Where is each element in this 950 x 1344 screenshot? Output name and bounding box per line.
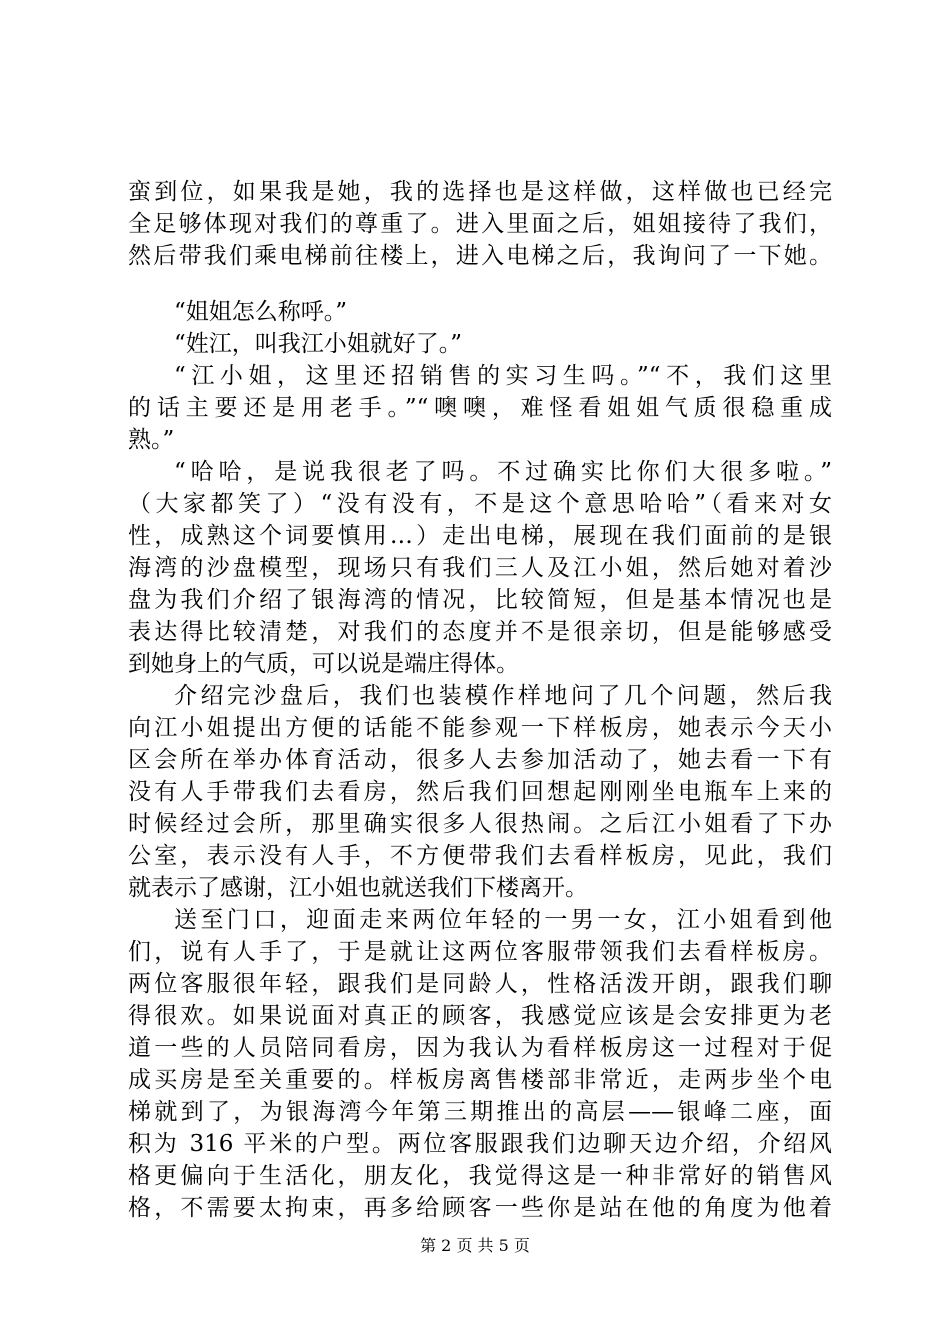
text-line-12: 海湾的沙盘模型，现场只有我们三人及江小姐，然后她对着沙 [128,555,832,581]
text-line-26: 得很欢。如果说面对真正的顾客，我感觉应该是会安排更为老 [128,1003,832,1029]
text-line-23: 送至门口，迎面走来两位年轻的一男一女，江小姐看到他 [174,907,832,933]
text-line-14: 表达得比较清楚，对我们的态度并不是很亲切，但是能够感受 [128,619,832,645]
text-line-4: “姐姐怎么称呼。” [174,299,348,325]
text-line-1: 蛮到位，如果我是她，我的选择也是这样做，这样做也已经完 [128,179,832,205]
text-line-6: “江小姐，这里还招销售的实习生吗。”“不，我们这里 [174,363,832,389]
text-line-19: 没有人手带我们去看房，然后我们回想起刚刚坐电瓶车上来的 [128,779,832,805]
text-line-21: 公室，表示没有人手，不方便带我们去看样板房，见此，我们 [128,843,832,869]
text-line-22: 就表示了感谢，江小姐也就送我们下楼离开。 [128,875,588,901]
text-line-20: 时候经过会所，那里确实很多人很热闹。之后江小姐看了下办 [128,811,832,837]
text-line-17: 向江小姐提出方便的话能不能参观一下样板房，她表示今天小 [128,715,832,741]
text-line-30: 积为 316 平米的户型。两位客服跟我们边聊天边介绍，介绍风 [128,1131,832,1157]
text-line-18: 区会所在举办体育活动，很多人去参加活动了，她去看一下有 [128,747,832,773]
text-line-28: 成买房是至关重要的。样板房离售楼部非常近，走两步坐个电 [128,1067,832,1093]
page-number-footer: 第 2 页 共 5 页 [420,1236,530,1255]
text-line-3: 然后带我们乘电梯前往楼上，进入电梯之后，我询问了一下她。 [128,243,832,269]
text-line-5: “姓江，叫我江小姐就好了。” [174,331,463,357]
text-line-27: 道一些的人员陪同看房，因为我认为看样板房这一过程对于促 [128,1035,832,1061]
document-body [128,176,832,1224]
text-line-7: 的话主要还是用老手。”“噢噢，难怪看姐姐气质很稳重成 [128,395,832,421]
paragraph-gap [128,272,832,296]
text-line-25: 两位客服很年轻，跟我们是同龄人，性格活泼开朗，跟我们聊 [128,971,832,997]
text-line-15: 到她身上的气质，可以说是端庄得体。 [128,651,519,677]
text-line-31: 格更偏向于生活化，朋友化，我觉得这是一种非常好的销售风 [128,1163,832,1189]
text-line-16: 介绍完沙盘后，我们也装模作样地问了几个问题，然后我 [174,683,832,709]
text-line-11: 性，成熟这个词要慎用…）走出电梯，展现在我们面前的是银 [128,523,832,549]
text-line-10: （大家都笑了）“没有没有，不是这个意思哈哈”（看来对女 [128,491,832,517]
text-line-9: “哈哈，是说我很老了吗。不过确实比你们大很多啦。” [174,459,832,485]
text-line-32: 格，不需要太拘束，再多给顾客一些你是站在他的角度为他着 [128,1195,832,1221]
text-line-13: 盘为我们介绍了银海湾的情况，比较简短，但是基本情况也是 [128,587,832,613]
text-line-2: 全足够体现对我们的尊重了。进入里面之后，姐姐接待了我们， [128,211,832,237]
text-line-8: 熟。” [128,427,175,453]
text-line-29: 梯就到了，为银海湾今年第三期推出的高层——银峰二座，面 [128,1099,832,1125]
text-line-24: 们，说有人手了，于是就让这两位客服带领我们去看样板房。 [128,939,832,965]
